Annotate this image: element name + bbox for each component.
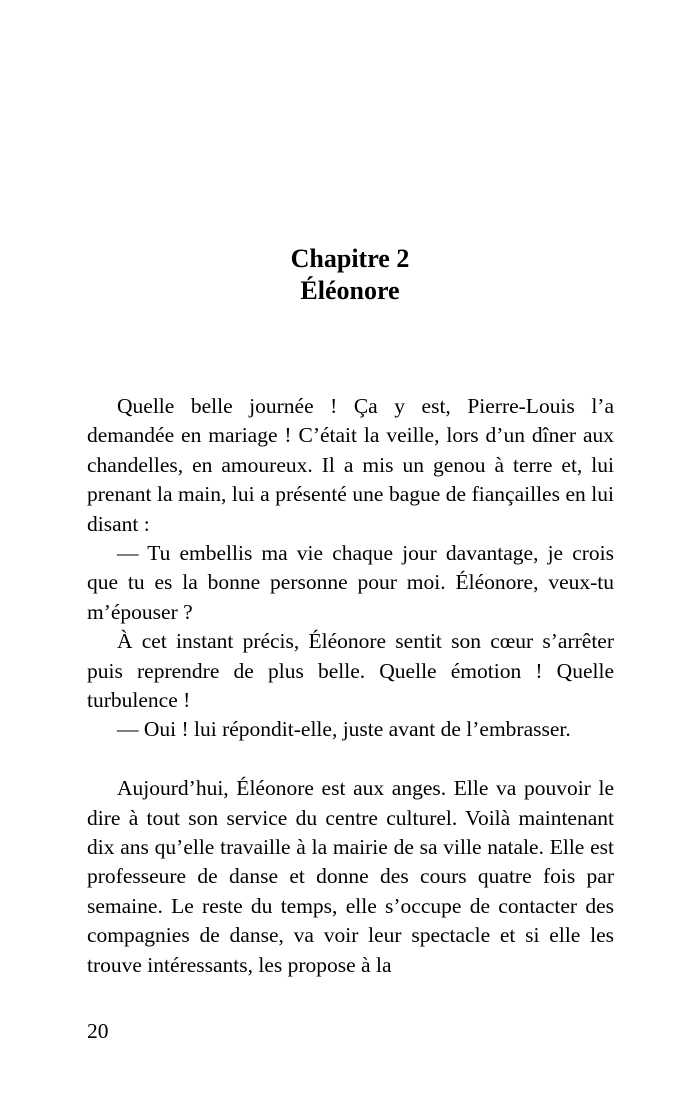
chapter-title: Éléonore bbox=[300, 276, 400, 305]
paragraph: Aujourd’hui, Éléonore est aux anges. Elle va pouvoir le dire à tout son service du centre culturel. Voilà maintenant dix ans qu’elle travaille à la mairie de sa ville natale. Elle est professeure de danse et donne des cours quatre fois par semaine. Le reste du temps, elle s’occupe de contacter des compagnies de danse, va voir leur spectacle et si elle les trouve intéressants, les propose à la bbox=[87, 776, 614, 977]
paragraph: À cet instant précis, Éléonore sentit son cœur s’arrêter puis reprendre de plus belle. Quelle émotion ! Quelle turbulence ! bbox=[87, 629, 614, 713]
chapter-heading bbox=[0, 243, 700, 307]
dialogue-paragraph: — Tu embellis ma vie chaque jour davantage, je crois que tu es la bonne personne pour moi. Éléonore, veux-tu m’épouser ? bbox=[87, 541, 614, 624]
page-number: 20 bbox=[87, 1019, 109, 1043]
paragraph: Quelle belle journée ! Ça y est, Pierre-Louis l’a demandée en mariage ! C’était la veille, lors d’un dîner aux chandelles, en amoureux. Il a mis un genou à terre et, lui prenant la main, lui a présenté une bague de fiançailles en lui disant : bbox=[87, 394, 614, 536]
chapter-number: Chapitre 2 bbox=[290, 244, 410, 273]
dialogue-paragraph: — Oui ! lui répondit-elle, juste avant de l’embrasser. bbox=[117, 717, 571, 742]
chapter-body bbox=[87, 392, 614, 980]
